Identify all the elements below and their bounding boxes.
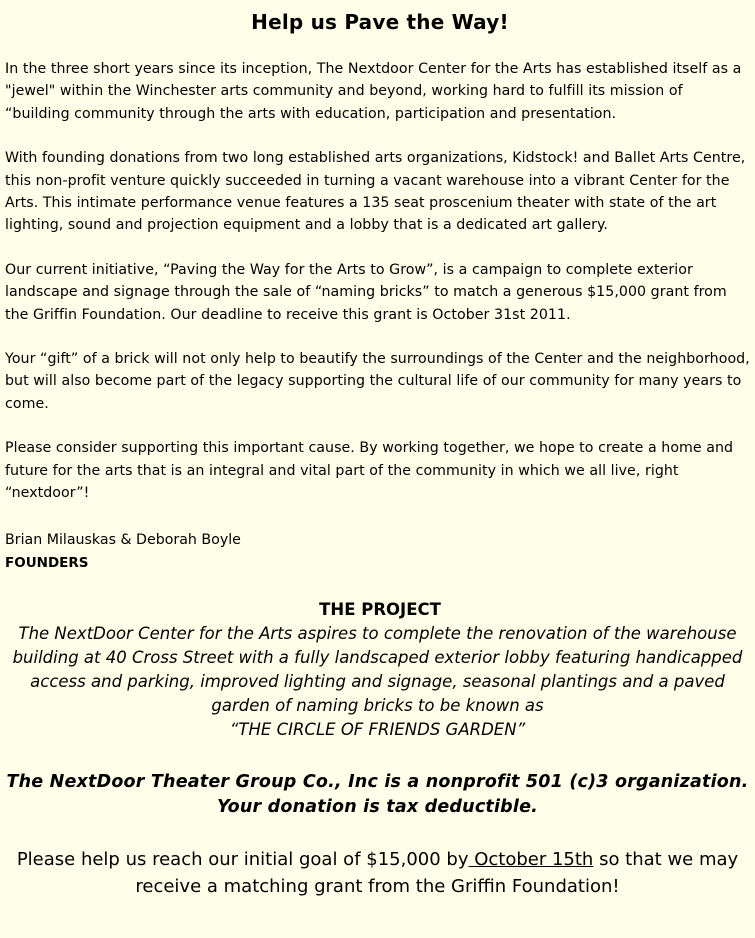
signature-block [5,528,755,574]
project-section [5,598,755,743]
tax-deductible-line: Your donation is tax deductible. [217,796,538,817]
nonprofit-line: The NextDoor Theater Group Co., Inc is a nonprofit 501 (c)3 organization. [6,771,749,792]
gift-paragraph: Your “gift” of a brick will not only help to beautify the surroundings of the Center and the neighborhood, but will also become part of the legacy supporting the cultural life of our community for many years to come. [5,351,750,412]
intro-paragraph: In the three short years since its inception, The Nextdoor Center for the Arts has established itself as a "jewel" within the Winchester arts community and beyond, working hard to fulfill its mission of “building community through the arts with education, participation and presentation. [5,61,742,122]
founder-role: FOUNDERS [5,554,89,571]
project-body-text: The NextDoor Center for the Arts aspires to complete the renovation of the warehouse building at 40 Cross Street with a fully landscaped exterior lobby featuring handicapped access and parking, improved lighting and signage, seasonal plantings and a paved garden of naming bricks to be known as [12,623,743,716]
goal-deadline-date: October 15th [468,848,594,870]
founder-names: Brian Milauskas & Deborah Boyle [5,531,241,548]
nonprofit-statement [5,770,755,820]
appeal-paragraph: Please consider supporting this important cause. By working together, we hope to create a home and future for the arts that is an integral and vital part of the community in which we all live, right “nextdoor”! [5,440,734,502]
project-description [5,622,755,743]
goal-text-after: so that we may receive a matching grant from the Griffin Foundation! [135,848,739,897]
founding-paragraph: With founding donations from two long established arts organizations, Kidstock! and Ballet Arts Centre, this non-profit venture quickly succeeded in turning a vacant warehouse into a vibrant Center for the Arts. This intimate performance venue features a 135 seat proscenium theater with state of the art lighting, sound and projection equipment and a lobby that is a dedicated art gallery. [5,150,746,234]
page-title: Help us Pave the Way! [251,10,509,34]
initiative-paragraph: Our current initiative, “Paving the Way for the Arts to Grow”, is a campaign to complete exterior landscape and signage through the sale of “naming bricks” to match a generous $15,000 grant from the Griffin Foundation. Our deadline to receive this grant is October 31st 2011. [5,261,727,323]
goal-text-before: Please help us reach our initial goal of $15,000 by [16,848,469,870]
project-heading: THE PROJECT [319,599,441,619]
garden-name: “THE CIRCLE OF FRIENDS GARDEN” [229,720,526,740]
goal-statement [5,846,755,900]
